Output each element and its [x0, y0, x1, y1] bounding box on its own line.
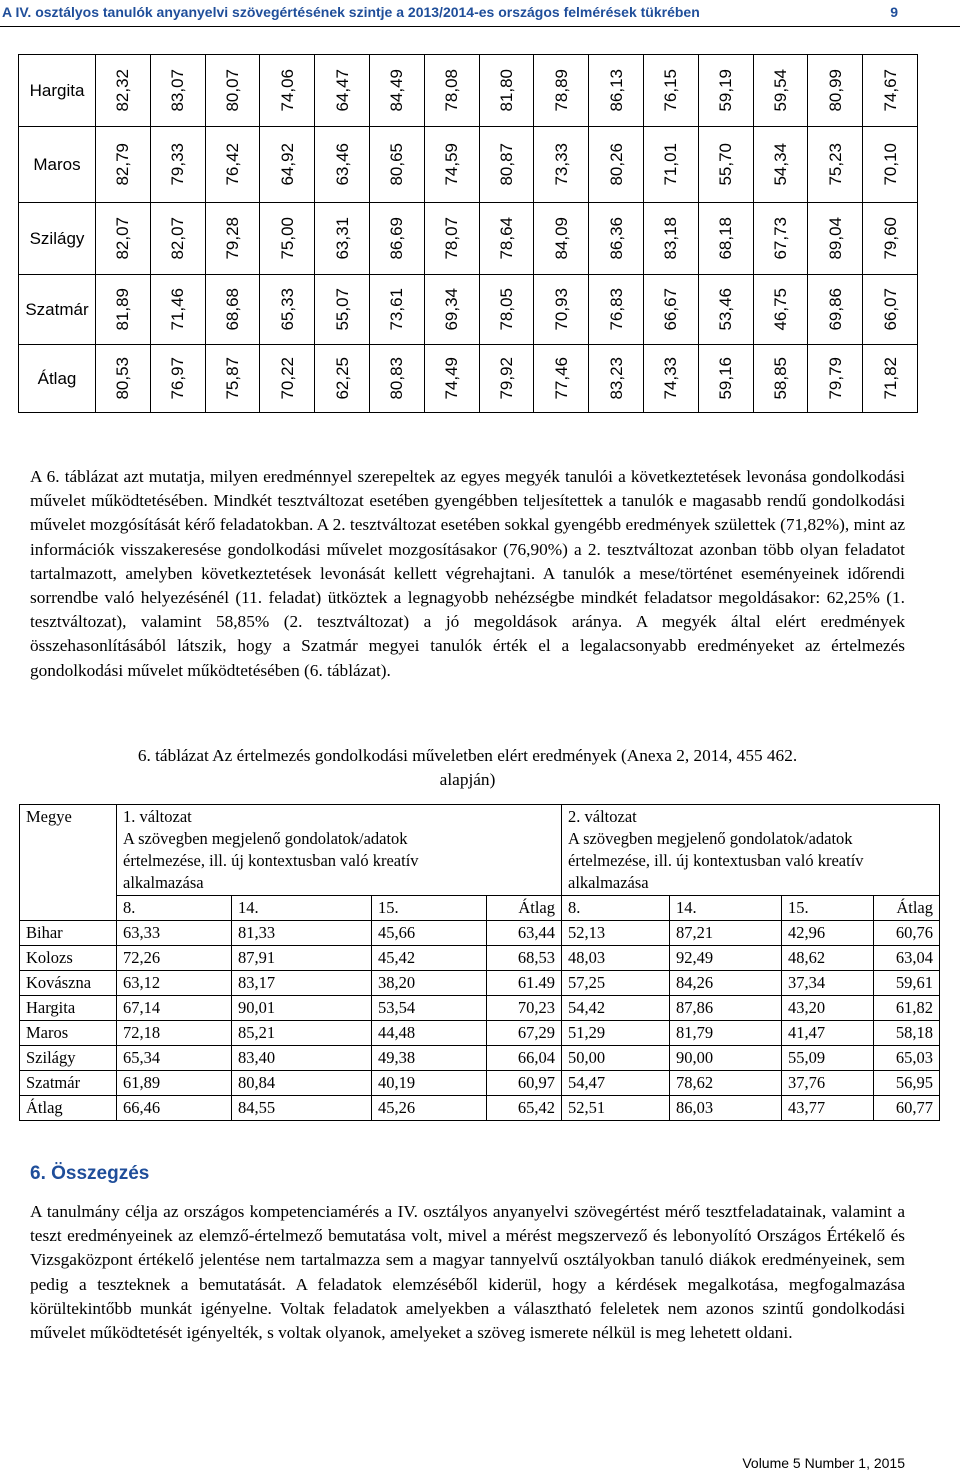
rot-cell-value: 58,85 — [770, 357, 790, 400]
rot-cell — [205, 55, 260, 127]
rot-cell — [424, 55, 479, 127]
rot-cell-value: 82,79 — [113, 143, 133, 186]
value-cell: 44,48 — [372, 1021, 487, 1046]
paragraph-table6-intro: A 6. táblázat azt mutatja, milyen eredménnyel szerepeltek az egyes megyék tanulói a következtetések levonása gondolkodási művelet működtetésében. Mindkét tesztváltozat esetében gyengébben teljesítettek a tanulók e magasabb rendű gondolkodási művelet mozgósítását kérő feladatokban. A 2. tesztváltozat esetében sokkal gyengébb eredmények születtek (71,82%), mint az információk visszakeresése gondolkodási művelet mozgosításakor (76,90%) a 2. tesztváltozat azonban több olyan feladatot tartalmazott, amelyben következtetések levonását kellett végrehajtani. A tanulók a mese/történet eseményeinek időrendi sorrendbe való helyezésénél (11. feladat) ütköztek a legnagyobb nehézségbe mindkét feladatsor megoldásakor: 62,25% (1. tesztváltozat), valamint 58,85% (2. tesztváltozat) a jó megoldások aránya. A megyék által elért eredmények összehasonlításából látszik, hogy a Szatmár megyei tanulók érték el a legalacsonyabb eredményeket az értelmezés gondolkodási művelet működtetésében (6. táblázat). — [30, 467, 905, 680]
rot-cell-value: 70,22 — [277, 357, 297, 400]
value-cell: 63,33 — [117, 921, 232, 946]
table6-subheader: 14. — [670, 896, 782, 921]
rot-cell — [369, 127, 424, 203]
value-cell: 45,66 — [372, 921, 487, 946]
section-title: 6. Összegzés — [30, 1163, 150, 1184]
rot-cell — [698, 203, 753, 275]
table6-subheader-row — [20, 896, 940, 921]
value-cell: 85,21 — [232, 1021, 372, 1046]
rot-cell-value: 59,54 — [770, 69, 790, 112]
rot-cell-value: 69,86 — [825, 288, 845, 331]
county-cell: Hargita — [20, 996, 117, 1021]
rot-cell-value: 67,73 — [770, 217, 790, 260]
table6-subheader: 8. — [562, 896, 670, 921]
version1-label: 1. változat — [123, 807, 192, 826]
rot-cell — [479, 275, 534, 345]
running-header-title: A IV. osztályos tanulók anyanyelvi szövegértésének szintje a 2013/2014-es országos felmérések tükrében — [2, 4, 700, 20]
rot-cell-value: 80,87 — [496, 143, 516, 186]
rot-cell-value: 79,79 — [825, 357, 845, 400]
rot-cell — [534, 203, 589, 275]
value-cell: 90,01 — [232, 996, 372, 1021]
rot-cell-value: 68,68 — [222, 288, 242, 331]
rot-cell — [808, 203, 863, 275]
rot-cell — [643, 345, 698, 413]
value-cell: 40,19 — [372, 1071, 487, 1096]
county-label: Átlag — [19, 345, 96, 413]
rot-cell-value: 66,07 — [880, 288, 900, 331]
rot-cell-value: 75,87 — [222, 357, 242, 400]
rot-cell — [96, 127, 151, 203]
rot-cell — [260, 55, 315, 127]
rot-cell — [315, 275, 370, 345]
rot-cell-value: 74,49 — [442, 357, 462, 400]
value-cell: 37,76 — [782, 1071, 874, 1096]
rot-cell-value: 76,15 — [661, 69, 681, 112]
table6-subheader: Átlag — [874, 896, 940, 921]
rot-cell — [424, 127, 479, 203]
value-cell: 60,76 — [874, 921, 940, 946]
rot-cell-value: 62,25 — [332, 357, 352, 400]
rot-cell — [643, 275, 698, 345]
value-cell: 45,26 — [372, 1096, 487, 1121]
value-cell: 59,61 — [874, 971, 940, 996]
value-cell: 81,33 — [232, 921, 372, 946]
rotated-results-table — [18, 54, 918, 413]
value-cell: 50,00 — [562, 1046, 670, 1071]
rot-cell — [150, 275, 205, 345]
value-cell: 57,25 — [562, 971, 670, 996]
value-cell: 84,55 — [232, 1096, 372, 1121]
value-cell: 38,20 — [372, 971, 487, 996]
rot-cell-value: 79,92 — [496, 357, 516, 400]
value-cell: 87,21 — [670, 921, 782, 946]
rot-cell-value: 71,82 — [880, 357, 900, 400]
rot-cell-value: 78,07 — [442, 217, 462, 260]
county-cell: Kolozs — [20, 946, 117, 971]
value-cell: 61.49 — [487, 971, 562, 996]
rot-row — [19, 203, 918, 275]
rot-cell — [205, 345, 260, 413]
rot-cell-value: 83,23 — [606, 357, 626, 400]
value-cell: 55,09 — [782, 1046, 874, 1071]
rot-cell-value: 82,07 — [113, 217, 133, 260]
rot-cell — [150, 127, 205, 203]
rot-cell-value: 69,34 — [442, 288, 462, 331]
rot-row — [19, 275, 918, 345]
value-cell: 87,91 — [232, 946, 372, 971]
rot-cell-value: 74,06 — [277, 69, 297, 112]
rot-cell — [808, 345, 863, 413]
rot-cell — [534, 127, 589, 203]
county-label: Maros — [19, 127, 96, 203]
table-row — [20, 1021, 940, 1046]
rot-cell — [698, 275, 753, 345]
rot-cell-value: 71,46 — [168, 288, 188, 331]
rot-cell-value: 84,09 — [551, 217, 571, 260]
rot-cell — [534, 275, 589, 345]
rot-cell-value: 86,36 — [606, 217, 626, 260]
rot-cell-value: 59,19 — [716, 69, 736, 112]
rot-cell — [863, 55, 918, 127]
rot-cell — [479, 203, 534, 275]
rot-cell-value: 78,05 — [496, 288, 516, 331]
rot-cell — [863, 345, 918, 413]
footer-volume: Volume 5 Number 1, 2015 — [742, 1455, 905, 1471]
value-cell: 37,34 — [782, 971, 874, 996]
rot-cell — [205, 275, 260, 345]
rot-cell-value: 66,67 — [661, 288, 681, 331]
rot-cell — [534, 55, 589, 127]
rot-cell — [589, 203, 644, 275]
paragraph-summary: A tanulmány célja az országos kompetenciamérés a IV. osztályos anyanyelvi szövegértést mérő tesztfeladatainak, valamint a teszt eredményeinek az elemző-értelmező bemutatása volt, mivel a mérést megszervező és lebonyolító Országos Értékelő és Vizsgaközpont értékelő jelentése nem tartalmazza sem a magyar tannyelvű osztályokban tanuló diákok eredményeinek, sem pedig a teszteknek a bemutatását. A feladatok elemzéséből kiderül, hogy a kérdések megalkotása, megfogalmazása körültekintőbb munkát igényelne. Voltak feladatok amelyekben a választható feleletek nem azonos szintű gondolkodási művelet működtetését igényelték, s voltak olyanok, amelyeket a szöveg ismerete nélkül is meg lehetett oldani. — [30, 1202, 905, 1343]
rot-cell — [698, 127, 753, 203]
rot-cell-value: 59,16 — [716, 357, 736, 400]
value-cell: 65,42 — [487, 1096, 562, 1121]
rot-cell — [479, 55, 534, 127]
value-cell: 51,29 — [562, 1021, 670, 1046]
rot-cell — [753, 203, 808, 275]
table-row — [20, 921, 940, 946]
rot-cell-value: 55,07 — [332, 288, 352, 331]
value-cell: 86,03 — [670, 1096, 782, 1121]
page-number: 9 — [890, 4, 898, 20]
county-cell: Szatmár — [20, 1071, 117, 1096]
county-cell: Átlag — [20, 1096, 117, 1121]
rot-row — [19, 345, 918, 413]
rot-cell — [698, 345, 753, 413]
rot-cell-value: 76,83 — [606, 288, 626, 331]
rot-cell-value: 77,46 — [551, 357, 571, 400]
table6-caption-line1: 6. táblázat Az értelmezés gondolkodási műveletben elért eredmények (Anexa 2, 2014, 455 462. — [137, 746, 798, 765]
table6-caption-line2: alapján) — [439, 770, 496, 789]
version1-header — [117, 805, 562, 896]
rot-cell — [260, 345, 315, 413]
rot-row — [19, 127, 918, 203]
rot-cell — [863, 275, 918, 345]
rot-cell-value: 80,26 — [606, 143, 626, 186]
rot-cell — [205, 203, 260, 275]
rot-cell-value: 76,42 — [222, 143, 242, 186]
value-cell: 48,03 — [562, 946, 670, 971]
rot-cell-value: 80,99 — [825, 69, 845, 112]
rot-cell-value: 86,69 — [387, 217, 407, 260]
county-label: Szilágy — [19, 203, 96, 275]
rot-cell-value: 74,67 — [880, 69, 900, 112]
table6-subheader: 8. — [117, 896, 232, 921]
value-cell: 60,97 — [487, 1071, 562, 1096]
rot-cell — [424, 275, 479, 345]
rot-cell-value: 73,33 — [551, 143, 571, 186]
rot-cell-value: 78,08 — [442, 69, 462, 112]
value-cell: 83,17 — [232, 971, 372, 996]
rot-cell-value: 83,18 — [661, 217, 681, 260]
value-cell: 54,47 — [562, 1071, 670, 1096]
rot-cell-value: 81,80 — [496, 69, 516, 112]
rot-cell — [315, 55, 370, 127]
value-cell: 72,26 — [117, 946, 232, 971]
rot-cell-value: 89,04 — [825, 217, 845, 260]
rot-cell-value: 76,97 — [168, 357, 188, 400]
rot-cell-value: 73,61 — [387, 288, 407, 331]
rot-cell-value: 84,49 — [387, 69, 407, 112]
rot-cell — [96, 345, 151, 413]
table-row — [20, 946, 940, 971]
rot-cell-value: 64,92 — [277, 143, 297, 186]
rot-cell-value: 80,53 — [113, 357, 133, 400]
rot-cell-value: 68,18 — [716, 217, 736, 260]
rot-cell — [643, 203, 698, 275]
rot-cell — [205, 127, 260, 203]
table-row — [20, 971, 940, 996]
rot-cell — [698, 55, 753, 127]
county-cell: Szilágy — [20, 1046, 117, 1071]
value-cell: 63,12 — [117, 971, 232, 996]
rot-cell — [479, 127, 534, 203]
rot-cell-value: 79,28 — [222, 217, 242, 260]
rot-cell-value: 79,33 — [168, 143, 188, 186]
rot-cell-value: 63,46 — [332, 143, 352, 186]
value-cell: 42,96 — [782, 921, 874, 946]
rot-cell — [589, 127, 644, 203]
rot-cell — [643, 55, 698, 127]
rot-cell-value: 74,33 — [661, 357, 681, 400]
rot-cell — [369, 345, 424, 413]
megye-header: Megye — [20, 805, 117, 921]
rot-cell — [479, 345, 534, 413]
value-cell: 78,62 — [670, 1071, 782, 1096]
rot-cell-value: 82,07 — [168, 217, 188, 260]
value-cell: 52,51 — [562, 1096, 670, 1121]
table-row — [20, 1071, 940, 1096]
table6-subheader: 14. — [232, 896, 372, 921]
table6-header-row — [20, 805, 940, 896]
value-cell: 72,18 — [117, 1021, 232, 1046]
county-cell: Maros — [20, 1021, 117, 1046]
rot-cell — [753, 127, 808, 203]
value-cell: 87,86 — [670, 996, 782, 1021]
rot-cell — [808, 275, 863, 345]
rot-cell — [589, 345, 644, 413]
rot-cell-value: 80,65 — [387, 143, 407, 186]
rot-cell-value: 70,93 — [551, 288, 571, 331]
county-cell: Kovászna — [20, 971, 117, 996]
rot-cell — [369, 203, 424, 275]
value-cell: 41,47 — [782, 1021, 874, 1046]
value-cell: 49,38 — [372, 1046, 487, 1071]
rot-cell-value: 70,10 — [880, 143, 900, 186]
value-cell: 66,04 — [487, 1046, 562, 1071]
value-cell: 66,46 — [117, 1096, 232, 1121]
county-cell: Bihar — [20, 921, 117, 946]
rot-cell — [424, 345, 479, 413]
rot-cell — [96, 275, 151, 345]
value-cell: 54,42 — [562, 996, 670, 1021]
value-cell: 56,95 — [874, 1071, 940, 1096]
rot-cell — [96, 55, 151, 127]
rot-cell — [643, 127, 698, 203]
value-cell: 61,89 — [117, 1071, 232, 1096]
rot-cell — [534, 345, 589, 413]
value-cell: 60,77 — [874, 1096, 940, 1121]
rot-cell-value: 79,60 — [880, 217, 900, 260]
rot-cell — [315, 127, 370, 203]
rot-row — [19, 55, 918, 127]
version2-header — [562, 805, 940, 896]
rot-cell — [369, 275, 424, 345]
rot-cell-value: 55,70 — [716, 143, 736, 186]
value-cell: 65,03 — [874, 1046, 940, 1071]
value-cell: 53,54 — [372, 996, 487, 1021]
rot-cell-value: 65,33 — [277, 288, 297, 331]
value-cell: 45,42 — [372, 946, 487, 971]
rot-cell — [808, 55, 863, 127]
rot-cell — [260, 203, 315, 275]
rot-cell — [753, 345, 808, 413]
value-cell: 63,04 — [874, 946, 940, 971]
rot-cell-value: 75,23 — [825, 143, 845, 186]
value-cell: 84,26 — [670, 971, 782, 996]
rot-cell-value: 80,83 — [387, 357, 407, 400]
rot-cell — [753, 275, 808, 345]
rot-cell-value: 64,47 — [332, 69, 352, 112]
value-cell: 90,00 — [670, 1046, 782, 1071]
table-row — [20, 1046, 940, 1071]
value-cell: 43,20 — [782, 996, 874, 1021]
rot-cell — [589, 275, 644, 345]
value-cell: 52,13 — [562, 921, 670, 946]
value-cell: 63,44 — [487, 921, 562, 946]
rot-cell — [150, 55, 205, 127]
version2-desc: A szövegben megjelenő gondolatok/adatok értelmezése, ill. új kontextusban való kreatív alkalmazása — [568, 829, 864, 892]
rot-cell-value: 86,13 — [606, 69, 626, 112]
rot-cell — [315, 203, 370, 275]
value-cell: 58,18 — [874, 1021, 940, 1046]
value-cell: 70,23 — [487, 996, 562, 1021]
rot-cell — [369, 55, 424, 127]
value-cell: 61,82 — [874, 996, 940, 1021]
rot-cell-value: 74,59 — [442, 143, 462, 186]
value-cell: 65,34 — [117, 1046, 232, 1071]
table6-subheader: 15. — [782, 896, 874, 921]
rot-cell — [260, 127, 315, 203]
rot-cell — [150, 345, 205, 413]
rot-cell-value: 54,34 — [770, 143, 790, 186]
rot-cell — [589, 55, 644, 127]
value-cell: 67,14 — [117, 996, 232, 1021]
table-row — [20, 1096, 940, 1121]
rot-cell — [753, 55, 808, 127]
rot-cell-value: 63,31 — [332, 217, 352, 260]
rot-cell-value: 46,75 — [770, 288, 790, 331]
rot-cell-value: 83,07 — [168, 69, 188, 112]
rot-cell-value: 75,00 — [277, 217, 297, 260]
rot-cell-value: 80,07 — [222, 69, 242, 112]
value-cell: 68,53 — [487, 946, 562, 971]
table6-caption — [30, 744, 905, 792]
county-label: Hargita — [19, 55, 96, 127]
rot-cell-value: 71,01 — [661, 143, 681, 186]
version2-label: 2. változat — [568, 807, 637, 826]
value-cell: 48,62 — [782, 946, 874, 971]
value-cell: 67,29 — [487, 1021, 562, 1046]
table6-subheader: 15. — [372, 896, 487, 921]
rot-cell-value: 53,46 — [716, 288, 736, 331]
rot-cell — [808, 127, 863, 203]
rot-cell-value: 81,89 — [113, 288, 133, 331]
rot-cell — [863, 127, 918, 203]
rot-cell — [150, 203, 205, 275]
rot-cell — [315, 345, 370, 413]
table-row — [20, 996, 940, 1021]
rot-cell — [96, 203, 151, 275]
county-label: Szatmár — [19, 275, 96, 345]
rot-cell-value: 82,32 — [113, 69, 133, 112]
table6 — [19, 804, 940, 1121]
rot-cell — [424, 203, 479, 275]
value-cell: 83,40 — [232, 1046, 372, 1071]
rot-cell — [863, 203, 918, 275]
value-cell: 81,79 — [670, 1021, 782, 1046]
value-cell: 80,84 — [232, 1071, 372, 1096]
rot-cell-value: 78,64 — [496, 217, 516, 260]
value-cell: 92,49 — [670, 946, 782, 971]
table6-subheader: Átlag — [487, 896, 562, 921]
rot-cell — [260, 275, 315, 345]
rot-cell-value: 78,89 — [551, 69, 571, 112]
value-cell: 43,77 — [782, 1096, 874, 1121]
version1-desc: A szövegben megjelenő gondolatok/adatok értelmezése, ill. új kontextusban való kreatív alkalmazása — [123, 829, 419, 892]
